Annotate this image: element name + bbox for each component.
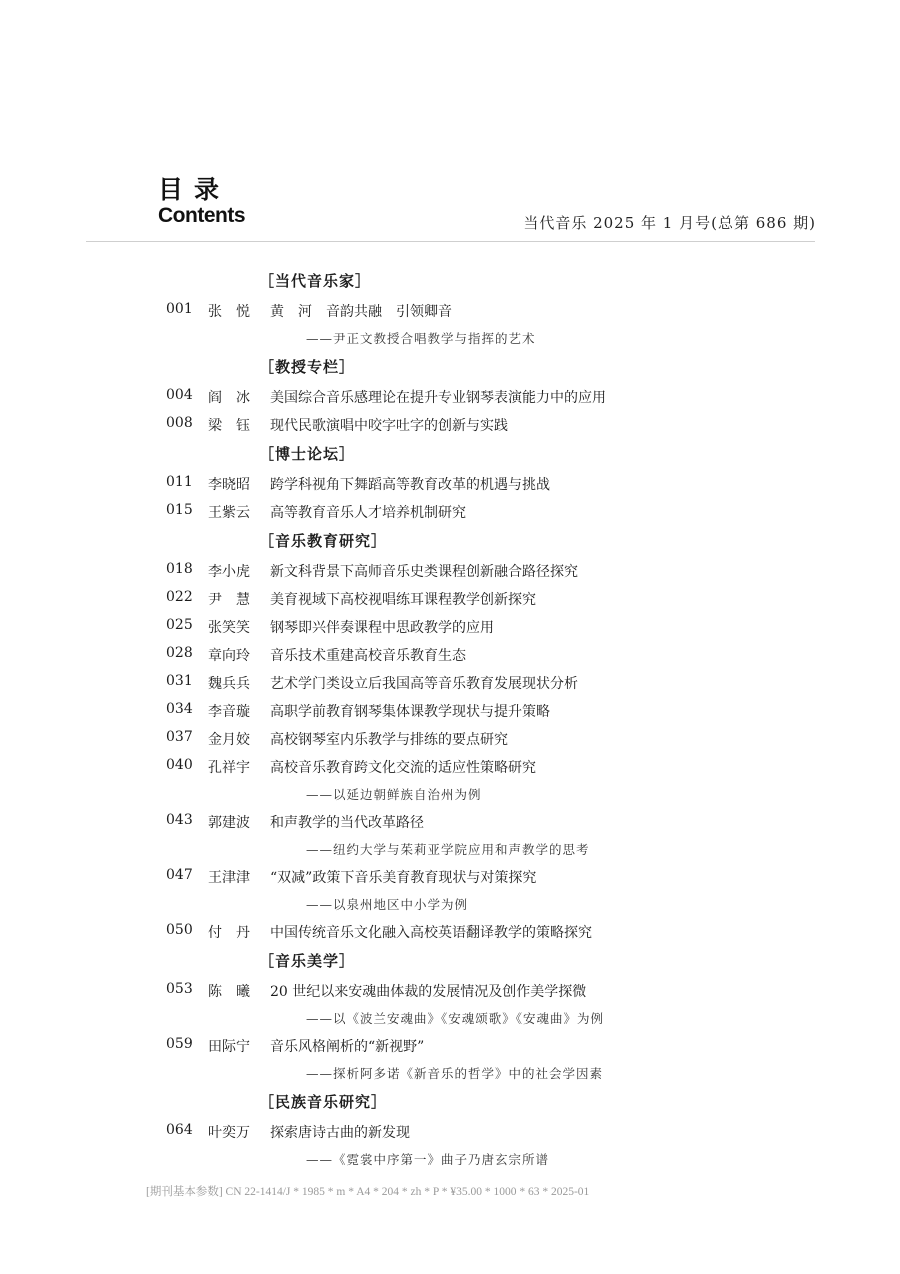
section-label: ［民族音乐研究］ (259, 1093, 388, 1111)
page-number: 064 (166, 1122, 193, 1138)
article-subtitle: ——尹正文教授合唱教学与指挥的艺术 (306, 331, 536, 346)
page-number: 008 (166, 415, 193, 431)
page-number: 015 (166, 502, 193, 518)
toc-entry[interactable] (0, 470, 900, 498)
section-label: ［音乐美学］ (259, 952, 356, 970)
article-title: 和声教学的当代改革路径 (270, 815, 424, 831)
author-name: 陈 曦 (208, 984, 250, 1000)
toc-entry[interactable] (0, 725, 900, 753)
toc-entry[interactable] (0, 641, 900, 669)
author-name: 李晓昭 (208, 477, 250, 493)
toc-subtitle (0, 1005, 900, 1032)
article-title: 高职学前教育钢琴集体课教学现状与提升策略 (270, 704, 550, 720)
article-title: 现代民歌演唱中咬字吐字的创新与实践 (270, 418, 508, 434)
author-name: 魏兵兵 (208, 676, 250, 692)
section-label: ［音乐教育研究］ (259, 532, 388, 550)
article-title: 跨学科视角下舞蹈高等教育改革的机遇与挑战 (270, 477, 550, 493)
page-number: 050 (166, 922, 193, 938)
author-name: 张笑笑 (208, 620, 250, 636)
toc-entry[interactable] (0, 585, 900, 613)
section-heading (0, 439, 900, 470)
toc-entry[interactable] (0, 383, 900, 411)
author-name: 李音璇 (208, 704, 250, 720)
page-number: 053 (166, 981, 193, 997)
article-title: 美育视域下高校视唱练耳课程教学创新探究 (270, 592, 536, 608)
author-name: 田际宁 (208, 1039, 250, 1055)
article-subtitle: ——纽约大学与茱莉亚学院应用和声教学的思考 (306, 842, 590, 857)
page-title-cn: 目录 (158, 175, 231, 204)
author-name: 王津津 (208, 870, 250, 886)
page-number: 034 (166, 701, 193, 717)
article-title: 艺术学门类设立后我国高等音乐教育发展现状分析 (270, 676, 578, 692)
section-heading (0, 1087, 900, 1118)
article-subtitle: ——以泉州地区中小学为例 (306, 897, 469, 912)
toc-subtitle (0, 781, 900, 808)
section-heading (0, 526, 900, 557)
section-label: ［博士论坛］ (259, 445, 356, 463)
section-heading (0, 266, 900, 297)
section-heading (0, 352, 900, 383)
toc-entry[interactable] (0, 753, 900, 781)
section-label: ［当代音乐家］ (259, 272, 372, 290)
toc-entry[interactable] (0, 1118, 900, 1146)
article-title: 高校钢琴室内乐教学与排练的要点研究 (270, 732, 508, 748)
article-title: 美国综合音乐感理论在提升专业钢琴表演能力中的应用 (270, 390, 606, 406)
author-name: 王紫云 (208, 505, 250, 521)
section-label: ［教授专栏］ (259, 358, 356, 376)
toc-entry[interactable] (0, 498, 900, 526)
article-title: 高等教育音乐人才培养机制研究 (270, 505, 466, 521)
article-title: 高校音乐教育跨文化交流的适应性策略研究 (270, 760, 536, 776)
article-title: 20 世纪以来安魂曲体裁的发展情况及创作美学探微 (270, 984, 587, 1000)
page-number: 031 (166, 673, 193, 689)
toc-entry[interactable] (0, 613, 900, 641)
article-title: 新文科背景下高师音乐史类课程创新融合路径探究 (270, 564, 578, 580)
page-number: 001 (166, 301, 193, 317)
author-name: 梁 钰 (208, 418, 250, 434)
issue-info: 当代音乐 2025 年 1 月号(总第 686 期) (523, 214, 816, 232)
section-heading (0, 946, 900, 977)
author-name: 李小虎 (208, 564, 250, 580)
toc-subtitle (0, 325, 900, 352)
article-subtitle: ——以延边朝鲜族自治州为例 (306, 787, 482, 802)
toc-entry[interactable] (0, 669, 900, 697)
toc-entry[interactable] (0, 411, 900, 439)
author-name: 尹 慧 (208, 592, 250, 608)
page-number: 037 (166, 729, 193, 745)
article-title: 钢琴即兴伴奏课程中思政教学的应用 (270, 620, 494, 636)
page-number: 040 (166, 757, 193, 773)
article-subtitle: ——探析阿多诺《新音乐的哲学》中的社会学因素 (306, 1066, 604, 1081)
toc-entry[interactable] (0, 697, 900, 725)
toc-entry[interactable] (0, 977, 900, 1005)
table-of-contents (0, 266, 900, 1173)
article-title: 黄 河 音韵共融 引领卿音 (270, 304, 452, 320)
author-name: 金月姣 (208, 732, 250, 748)
toc-subtitle (0, 836, 900, 863)
toc-subtitle (0, 1060, 900, 1087)
page-number: 025 (166, 617, 193, 633)
page-number: 028 (166, 645, 193, 661)
page-number: 022 (166, 589, 193, 605)
page-number: 011 (166, 474, 193, 490)
toc-subtitle (0, 891, 900, 918)
header-divider (86, 241, 815, 242)
page-number: 004 (166, 387, 193, 403)
author-name: 张 悦 (208, 304, 250, 320)
article-title: “双减”政策下音乐美育教育现状与对策探究 (270, 870, 537, 886)
toc-entry[interactable] (0, 863, 900, 891)
author-name: 章向玲 (208, 648, 250, 664)
toc-entry[interactable] (0, 808, 900, 836)
page-number: 043 (166, 812, 193, 828)
journal-parameters: [期刊基本参数] CN 22-1414/J * 1985 * m * A4 * 204 * zh * P * ¥35.00 * 1000 * 63 * 2025-01 (146, 1186, 590, 1198)
toc-entry[interactable] (0, 297, 900, 325)
article-title: 音乐技术重建高校音乐教育生态 (270, 648, 466, 664)
page-title-en: Contents (158, 204, 245, 227)
toc-entry[interactable] (0, 1032, 900, 1060)
author-name: 孔祥宇 (208, 760, 250, 776)
article-title: 探索唐诗古曲的新发现 (270, 1125, 410, 1141)
page-number: 047 (166, 867, 193, 883)
page-number: 059 (166, 1036, 193, 1052)
toc-subtitle (0, 1146, 900, 1173)
author-name: 郭建波 (208, 815, 250, 831)
article-title: 中国传统音乐文化融入高校英语翻译教学的策略探究 (270, 925, 592, 941)
author-name: 付 丹 (208, 925, 250, 941)
toc-entry[interactable] (0, 918, 900, 946)
toc-entry[interactable] (0, 557, 900, 585)
article-subtitle: ——《霓裳中序第一》曲子乃唐玄宗所谱 (306, 1152, 550, 1167)
article-subtitle: ——以《波兰安魂曲》《安魂颂歌》《安魂曲》为例 (306, 1011, 605, 1026)
page-number: 018 (166, 561, 193, 577)
author-name: 阎 冰 (208, 390, 250, 406)
article-title: 音乐风格阐析的“新视野” (270, 1039, 425, 1055)
author-name: 叶奕万 (208, 1125, 250, 1141)
